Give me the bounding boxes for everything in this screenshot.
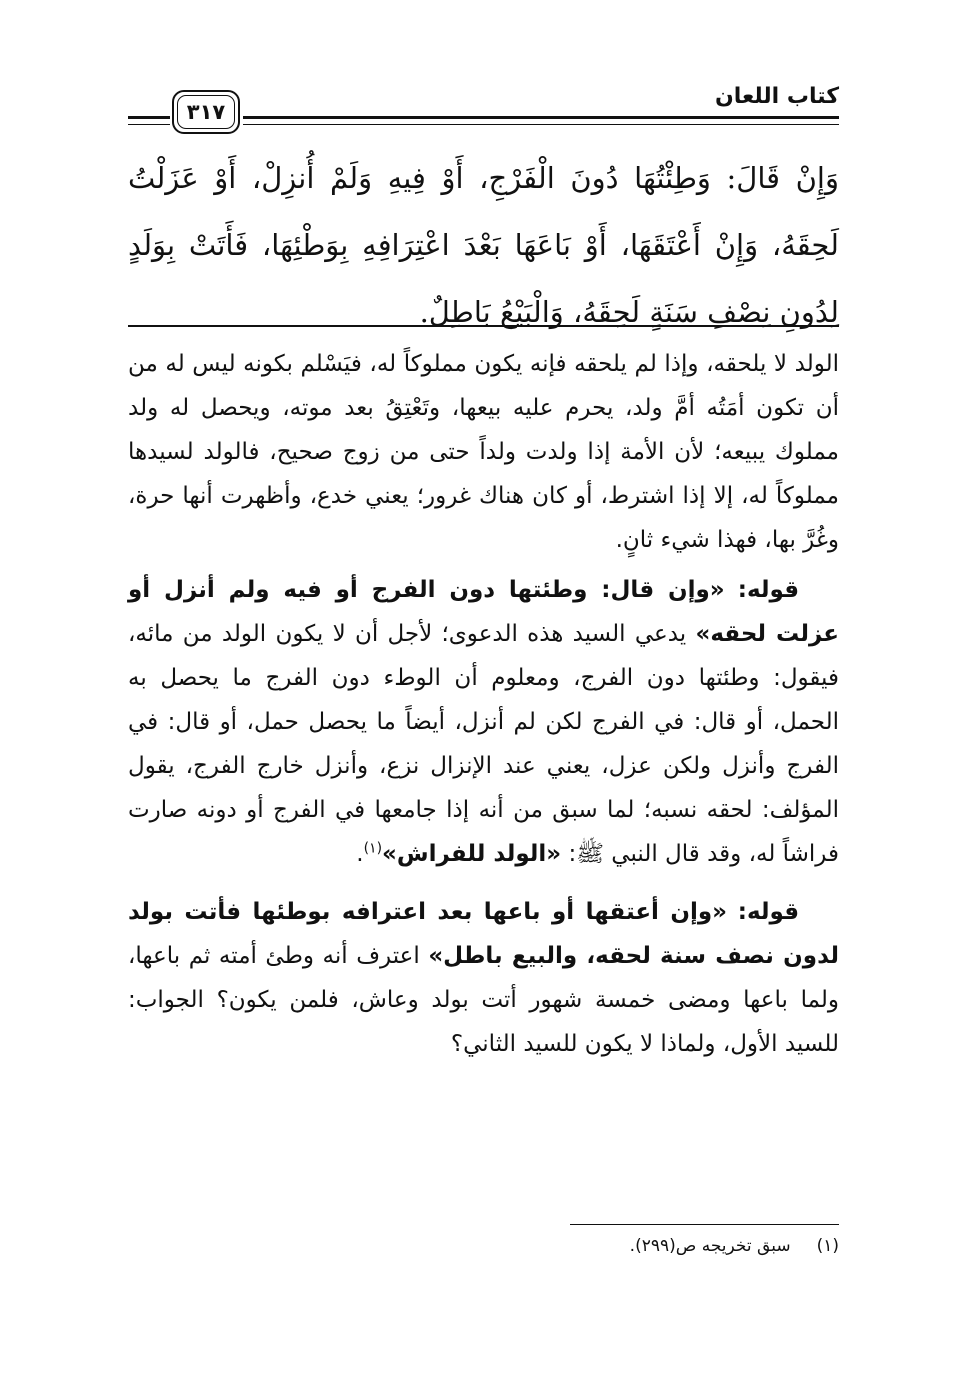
commentary-paragraph-2 [128,568,839,876]
header-rule [243,116,839,125]
quote-label: قوله: [737,577,800,603]
header-rule-short [128,116,170,125]
section-divider [128,325,839,327]
matn-quote: «وإن أعتقها أو باعها بعد اعترافه بوطئها فأتت بولد لدون نصف سنة لحقه، والبيع باطل» [128,899,839,969]
matn-text-block [128,145,839,346]
commentary-paragraph-3 [128,890,839,1066]
matn-text: وَإِنْ قَالَ: وَطِئْتُهَا دُونَ الْفَرْجِ، أَوْ فِيهِ وَلَمْ أُنزِلْ، أَوْ عَزَلْتُ لَحِقَهُ، وَإِنْ أَعْتَقَهَا، أَوْ بَاعَهَا بَعْدَ اعْتِرَافِهِ بِوَطْئِهَا، فَأَتَتْ بِوَلَدٍ لِدُونِ نِصْفِ سَنَةٍ لَحِقَهُ، وَالْبَيْعُ بَاطِلٌ. [128,161,839,329]
footnote [630,1236,839,1256]
commentary-paragraph-1: الولد لا يلحقه، وإذا لم يلحقه فإنه يكون مملوكاً له، فيَسْلم بكونه ليس له من أن تكون أمَتُه أمَّ ولد، يحرم عليه بيعها، وتَعْتِقُ بعد موته، ويحصل له ولد مملوك يبيعه؛ لأن الأمة إذا ولدت ولداً حتى من زوج صحيح، فالولد لسيدها مملوكاً له، إلا إذا اشترط، أو كان هناك غرور؛ يعني خدع، وأظهرت أنها حرة، وغُرَّ بها، فهذا شيء ثانٍ. [128,351,839,553]
page-header [128,78,839,140]
quote-label: قوله: [737,899,800,925]
footnote-rule [570,1224,839,1225]
footnote-marker: (١) [363,840,383,857]
sentence-end: . [356,841,364,867]
chapter-title: كتاب اللعان [714,84,839,109]
commentary-text: اعترف أنه وطئ أمته ثم باعها، ولما باعها ومضى خمسة شهور أتت بولد وعاش، فلمن يكون؟ الجواب: للسيد الأول، ولماذا لا يكون للسيد الثاني؟ [128,943,839,1057]
footnote-number: (١) [816,1236,839,1256]
hadith-quote: «الولد للفراش» [382,841,562,867]
page-number [172,90,240,134]
matn-quote: «وإن قال: وطئتها دون الفرج أو فيه ولم أنزل أو عزلت لحقه» [128,577,839,647]
commentary-block [128,342,839,1066]
commentary-text: يدعي السيد هذه الدعوى؛ لأجل أن لا يكون الولد من مائه، فيقول: وطئتها دون الفرج، ومعلوم أن الوطء دون الفرج ما يحصل به الحمل، أو قال: في الفرج لكن لم أنزل، أيضاً ما يحصل حمل، أو قال: في الفرج وأنزل ولكن عزل، يعني عند الإنزال نزع، وأنزل خارج الفرج، يقول المؤلف: لحقه نسبه؛ لما سبق من أنه إذا جامعها في الفرج أو دونه صارت فراشاً له، وقد قال النبي ﷺ: [128,621,839,867]
page-number-text: ٣١٧ [186,100,226,124]
footnote-text: سبق تخريجه ص(٢٩٩). [629,1236,791,1256]
